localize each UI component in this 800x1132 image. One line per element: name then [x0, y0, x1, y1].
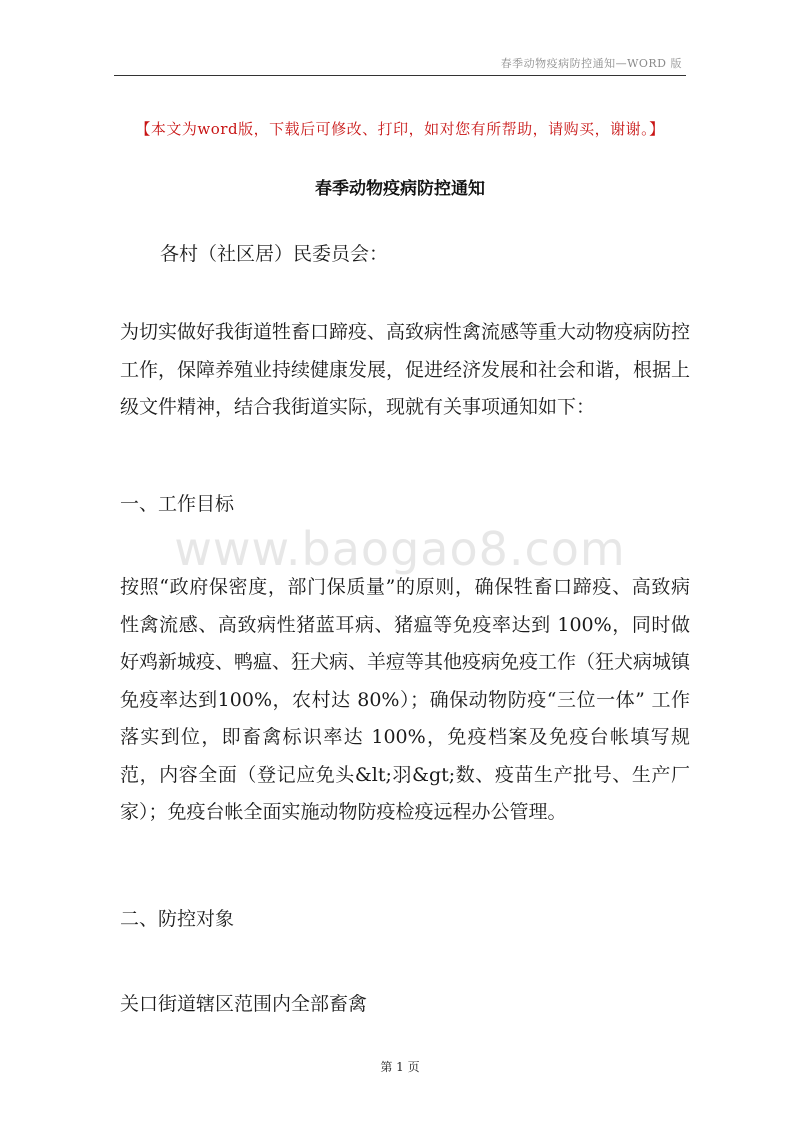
intro-paragraph: 为切实做好我街道牲畜口蹄疫、高致病性禽流感等重大动物疫病防控工作，保障养殖业持续健康发展，促进经济发展和社会和谐，根据上级文件精神，结合我街道实际，现就有关事项通知如下：: [120, 321, 691, 418]
purchase-notice: 【本文为word版，下载后可修改、打印，如对您有所帮助，请购买，谢谢。】: [135, 120, 665, 138]
salutation: 各村（社区居）民委员会：: [160, 243, 389, 265]
section-heading-targets: 二、防控对象: [120, 908, 235, 930]
section-heading-goals: 一、工作目标: [120, 493, 235, 515]
header-divider: [114, 75, 686, 76]
document-title: 春季动物疫病防控通知: [315, 179, 485, 199]
goal-paragraph: 按照“政府保密度，部门保质量”的原则，确保牲畜口蹄疫、高致病性禽流感、高致病性猪蓝耳病、猪瘟等免疫率达到 100%，同时做好鸡新城疫、鸭瘟、狂犬病、羊痘等其他疫病免疫工作（狂犬病城镇免疫率达到100%，农村达 80%）；确保动物防疫“三位一体” 工作落实到位，即畜禽标识率达 100%，免疫档案及免疫台帐填写规范，内容全面（登记应免头&lt;羽&gt;数、疫苗生产批号、生产厂家）；免疫台帐全面实施动物防疫检疫远程办公管理。: [120, 576, 691, 823]
watermark: www.baogao8.com: [174, 522, 626, 576]
running-header: 春季动物疫病防控通知—WORD 版: [500, 57, 682, 70]
target-paragraph: 关口街道辖区范围内全部畜禽: [120, 993, 368, 1015]
page-number: 第 1 页: [380, 1060, 420, 1074]
